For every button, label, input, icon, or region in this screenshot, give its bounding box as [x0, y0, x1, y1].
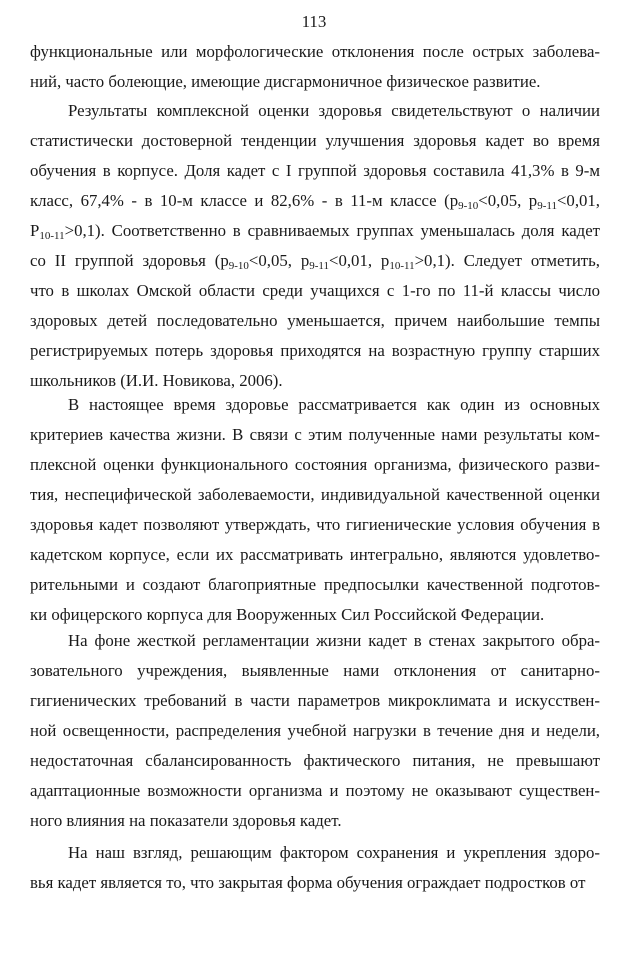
page-number: 113: [301, 12, 327, 31]
text-line: ного влияния на показатели здоровья кадет.: [30, 811, 342, 830]
text-segment: >0,1). Следует отметить,: [414, 251, 600, 270]
text-line: что в школах Омской области среди учащихся с 1-го по 11-й классы число: [30, 281, 600, 300]
text-line: здоровых детей последовательно уменьшается, причем наибольшие темпы: [30, 311, 600, 330]
text-line: статистически достоверной тенденции улучшения здоровья кадет во время: [30, 131, 600, 150]
text-segment: <0,05, p: [248, 251, 310, 270]
text-segment: класс, 67,4% - в 10-м классе и 82,6% - в 11-м классе (p: [30, 191, 459, 210]
subscript: 10-11: [389, 260, 415, 272]
text-line: критериев качества жизни. В связи с этим полученные нами результаты ком-: [30, 425, 600, 444]
subscript: 10-11: [39, 230, 65, 242]
text-line: На наш взгляд, решающим фактором сохранения и укрепления здоро-: [68, 843, 600, 862]
text-line: тия, неспецифической заболеваемости, индивидуальной качественной оценки: [30, 485, 600, 504]
text-line: обучения в корпусе. Доля кадет с I группой здоровья составила 41,3% в 9-м: [30, 161, 600, 180]
text-line: [30, 216, 600, 246]
text-segment: P: [30, 221, 40, 240]
subscript: 9-11: [537, 200, 557, 212]
subscript: 9-11: [309, 260, 329, 272]
text-segment: >0,1). Соответственно в сравниваемых группах уменьшалась доля кадет: [64, 221, 600, 240]
text-line: недостаточная сбалансированность фактического питания, не превышают: [30, 751, 600, 770]
text-line: гигиенических требований в части параметров микроклимата и искусствен-: [30, 691, 600, 710]
text-line: [30, 246, 600, 276]
text-line: Результаты комплексной оценки здоровья свидетельствуют о наличии: [68, 101, 600, 120]
text-line: регистрируемых потерь здоровья приходятся на возрастную группу старших: [30, 341, 600, 360]
text-line: ний, часто болеющие, имеющие дисгармоничное физическое развитие.: [30, 72, 541, 91]
text-line: вья кадет является то, что закрытая форма обучения ограждает подростков от: [30, 873, 586, 892]
text-line: рительными и создают благоприятные предпосылки качественной подготов-: [30, 575, 600, 594]
text-line: ки офицерского корпуса для Вооруженных Сил Российской Федерации.: [30, 605, 545, 624]
text-line: В настоящее время здоровье рассматривается как один из основных: [68, 395, 600, 414]
text-line: адаптационные возможности организма и поэтому не оказывают существен-: [30, 781, 600, 800]
text-segment: со II группой здоровья (p: [30, 251, 229, 270]
text-line: ной освещенности, распределения учебной нагрузки в течение дня и недели,: [30, 721, 600, 740]
text-line: школьников (И.И. Новикова, 2006).: [30, 371, 283, 390]
text-line: На фоне жесткой регламентации жизни кадет в стенах закрытого обра-: [68, 631, 600, 650]
text-line: функциональные или морфологические отклонения после острых заболева-: [30, 42, 600, 61]
subscript: 9-10: [228, 260, 249, 272]
text-line: плексной оценки функционального состояния организма, физического разви-: [30, 455, 600, 474]
text-segment: <0,01, p: [329, 251, 390, 270]
text-line: [30, 186, 600, 216]
subscript: 9-10: [458, 200, 479, 212]
text-segment: <0,01,: [556, 191, 600, 210]
text-segment: <0,05, p: [478, 191, 538, 210]
text-line: кадетском корпусе, если их рассматривать интегрально, являются удовлетво-: [30, 545, 600, 564]
text-line: здоровья кадет позволяют утверждать, что гигиенические условия обучения в: [30, 515, 600, 534]
text-line: зовательного учреждения, выявленные нами отклонения от санитарно-: [30, 661, 600, 680]
